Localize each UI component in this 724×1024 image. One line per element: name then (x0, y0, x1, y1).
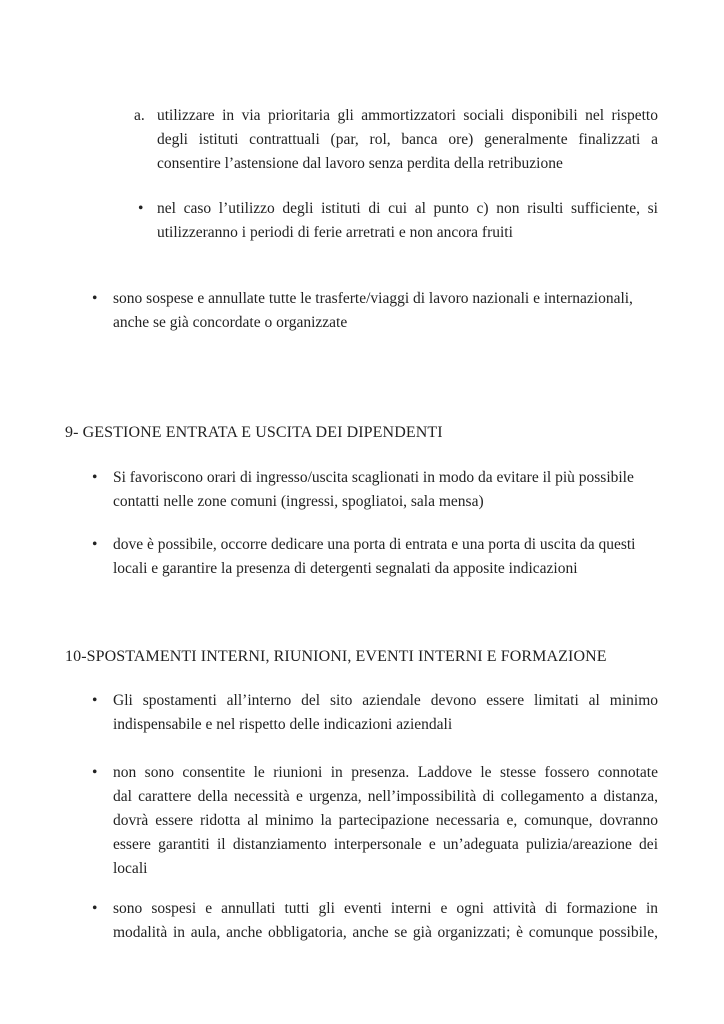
text-line: indispensabile e nel rispetto delle indicazioni aziendali (113, 716, 453, 733)
text-line: sono sospese e annullate tutte le trasferte/viaggi di lavoro nazionali e internazionali, (113, 290, 633, 307)
text-line: sono sospesi e annullati tutti gli eventi interni e ogni attività di formazione in (113, 900, 658, 917)
section-9-heading: 9- GESTIONE ENTRATA E USCITA DEI DIPENDENTI (65, 424, 443, 441)
text-line: Gli spostamenti all’interno del sito aziendale devono essere limitati al minimo (113, 692, 658, 709)
section-10-heading: 10-SPOSTAMENTI INTERNI, RIUNIONI, EVENTI INTERNI E FORMAZIONE (65, 648, 607, 665)
text-line: modalità in aula, anche obbligatoria, anche se già organizzati; è comunque possibile, (113, 924, 658, 941)
bullet-icon: • (92, 290, 98, 307)
text-line: utilizzeranno i periodi di ferie arretrati e non ancora fruiti (157, 224, 513, 241)
text-line: dovrà essere ridotta al minimo la partecipazione necessaria e, comunque, dovranno (113, 812, 658, 829)
text-line: nel caso l’utilizzo degli istituti di cui al punto c) non risulti sufficiente, si (157, 200, 658, 217)
text-line: non sono consentite le riunioni in presenza. Laddove le stesse fossero connotate (113, 764, 658, 781)
text-line: Si favoriscono orari di ingresso/uscita scaglionati in modo da evitare il più possibile (113, 469, 634, 486)
bullet-icon: • (92, 469, 98, 486)
bullet-icon: • (92, 536, 98, 553)
text-line: locali e garantire la presenza di detergenti segnalati da apposite indicazioni (113, 560, 578, 577)
text-line: dove è possibile, occorre dedicare una porta di entrata e una porta di uscita da questi (113, 536, 636, 553)
bullet-icon: • (92, 692, 98, 709)
text-line: essere garantiti il distanziamento interpersonale e un’adeguata pulizia/areazione dei (113, 836, 658, 853)
text-line: degli istituti contrattuali (par, rol, banca ore) generalmente finalizzati a (157, 131, 658, 148)
text-line: utilizzare in via prioritaria gli ammortizzatori sociali disponibili nel rispetto (157, 107, 658, 124)
bullet-icon: • (92, 764, 98, 781)
list-marker-a: a. (134, 107, 145, 124)
text-line: locali (113, 860, 148, 877)
text-line: dal carattere della necessità e urgenza, nell’impossibilità di collegamento a distanza, (113, 788, 658, 805)
text-line: contatti nelle zone comuni (ingressi, spogliatoi, sala mensa) (113, 493, 484, 510)
bullet-icon: • (138, 200, 144, 217)
bullet-icon: • (92, 900, 98, 917)
text-line: consentire l’astensione dal lavoro senza perdita della retribuzione (157, 155, 563, 172)
text-line: anche se già concordate o organizzate (113, 314, 348, 331)
